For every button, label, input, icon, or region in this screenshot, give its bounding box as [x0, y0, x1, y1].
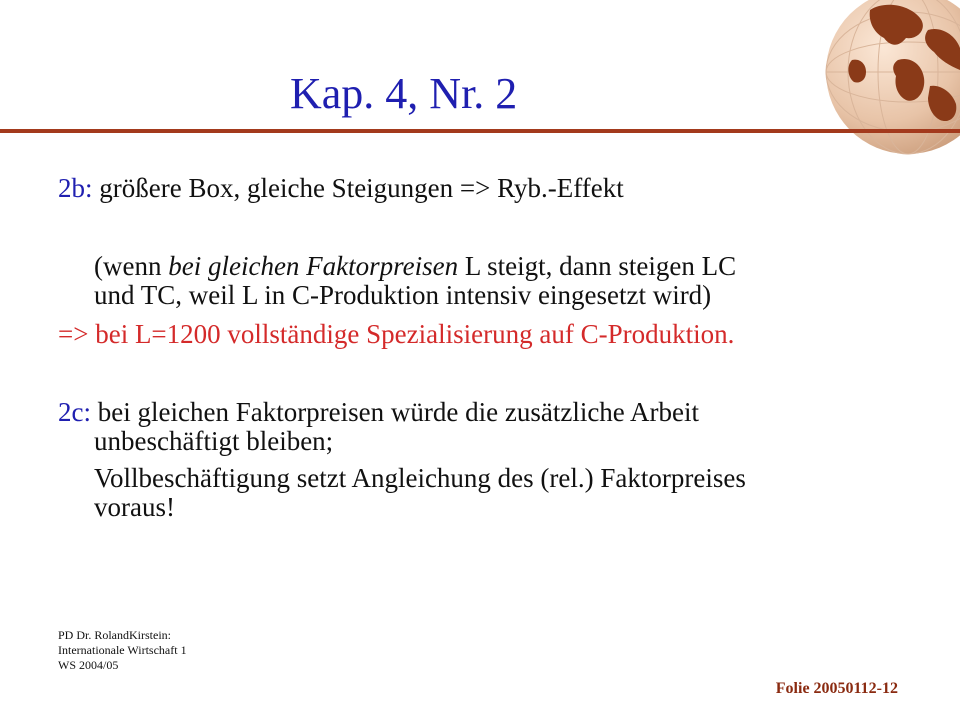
point-2c [58, 398, 699, 427]
point-2b [58, 174, 624, 203]
conclusion-line: => bei L=1200 vollständige Spezialisierung auf C-Produktion. [58, 319, 735, 349]
footer-course: Internationale Wirtschaft 1 [58, 643, 187, 657]
footer-term: WS 2004/05 [58, 658, 119, 672]
title-divider [0, 129, 960, 133]
explanation-rest: L steigt, dann steigen LC [458, 251, 737, 281]
footer-author: PD Dr. RolandKirstein: [58, 628, 171, 642]
globe-icon [810, 0, 960, 160]
explanation-line-2: und TC, weil L in C-Produktion intensiv eingesetzt wird) [94, 280, 712, 310]
explanation-italic: bei gleichen Faktorpreisen [168, 251, 459, 281]
slide-number: Folie 20050112-12 [775, 680, 898, 697]
explanation-start: (wenn [94, 251, 169, 281]
explanation-line-1 [94, 252, 736, 281]
point-2c-text: bei gleichen Faktorpreisen würde die zusätzliche Arbeit [91, 397, 700, 427]
full-employment-line-1: Vollbeschäftigung setzt Angleichung des (rel.) Faktorpreises [94, 463, 746, 493]
point-2b-text: größere Box, gleiche Steigungen => Ryb.-Effekt [92, 173, 624, 203]
footer-author-info [58, 628, 187, 673]
slide-title: Kap. 4, Nr. 2 [290, 69, 518, 118]
point-2b-label: 2b: [58, 173, 93, 203]
full-employment-line-2: voraus! [94, 492, 175, 522]
point-2c-continuation: unbeschäftigt bleiben; [94, 426, 334, 456]
point-2c-label: 2c: [58, 397, 91, 427]
